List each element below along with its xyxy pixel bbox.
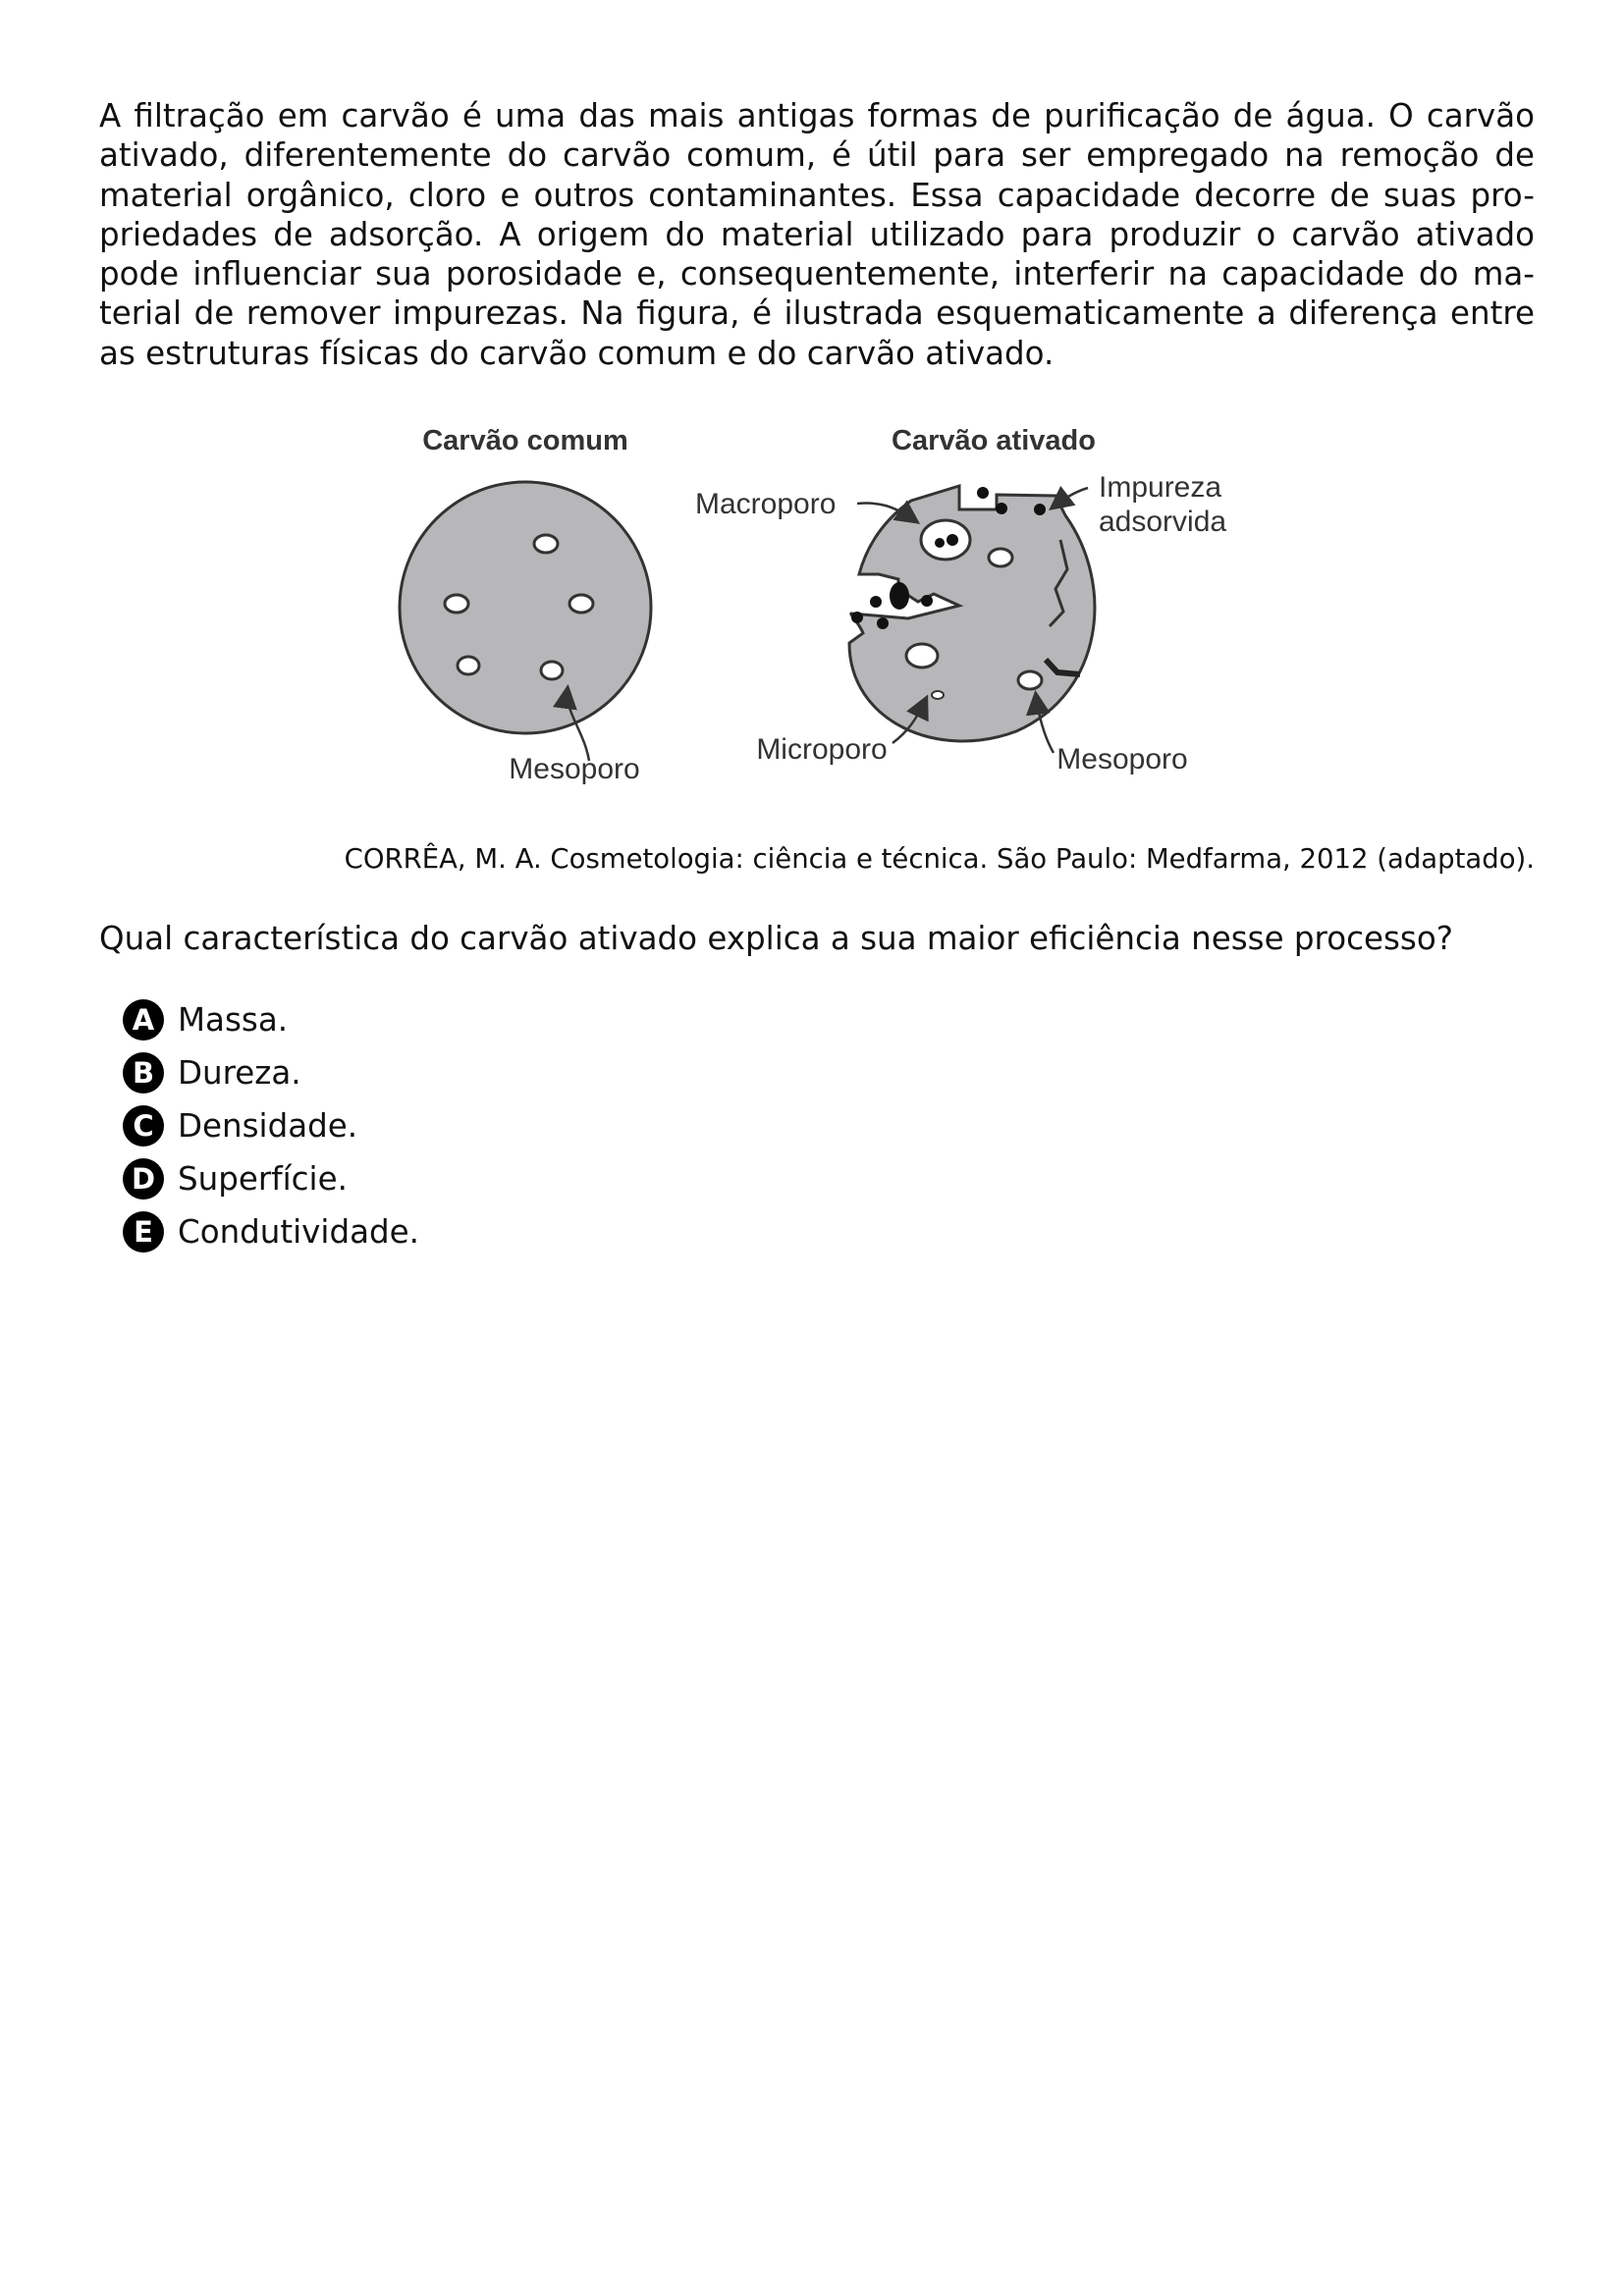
option-text: Massa. bbox=[178, 1001, 289, 1039]
option-a[interactable] bbox=[123, 993, 419, 1046]
right-mesoporo-label: Mesoporo bbox=[1056, 743, 1188, 775]
mesopore bbox=[989, 549, 1012, 566]
intro-line: as estruturas físicas do carvão comum e do carvão ativado. bbox=[99, 334, 1055, 372]
impurity-dot bbox=[935, 538, 945, 548]
option-text: Superfície. bbox=[178, 1160, 348, 1198]
macroporo-label: Macroporo bbox=[695, 488, 837, 520]
option-e[interactable] bbox=[123, 1205, 419, 1258]
option-letter-badge: A bbox=[123, 999, 164, 1041]
impureza-label-line2: adsorvida bbox=[1099, 506, 1227, 538]
intro-line: ativado, diferentemente do carvão comum, é útil para ser empregado na remoção de bbox=[99, 136, 1535, 175]
option-letter-badge: D bbox=[123, 1158, 164, 1200]
impurity-dot bbox=[851, 612, 863, 623]
left-title: Carvão comum bbox=[422, 425, 628, 456]
impurity-dot bbox=[921, 595, 933, 607]
question-prompt: Qual característica do carvão ativado explica a sua maior eficiência nesse processo? bbox=[99, 920, 1453, 957]
intro-line: A filtração em carvão é uma das mais antigas formas de purificação de água. O carvão bbox=[99, 97, 1535, 134]
impurity-dot bbox=[890, 582, 909, 610]
mesopore bbox=[458, 657, 479, 674]
macropore bbox=[921, 520, 970, 560]
option-d[interactable] bbox=[123, 1152, 419, 1205]
impurity-dot bbox=[870, 596, 882, 608]
source-caption: CORRÊA, M. A. Cosmetologia: ciência e técnica. São Paulo: Medfarma, 2012 (adaptado). bbox=[344, 843, 1535, 875]
mesopore bbox=[534, 535, 558, 553]
mesopore bbox=[906, 644, 938, 667]
intro-line: terial de remover impurezas. Na figura, é ilustrada esquematicamente a diferença entre bbox=[99, 294, 1535, 333]
option-letter-badge: C bbox=[123, 1105, 164, 1147]
question-text-block bbox=[99, 96, 1535, 373]
option-text: Dureza. bbox=[178, 1054, 301, 1092]
right-title: Carvão ativado bbox=[892, 425, 1096, 456]
option-c[interactable] bbox=[123, 1099, 419, 1152]
impurity-dot bbox=[996, 503, 1007, 514]
answer-options bbox=[123, 993, 419, 1258]
common-charcoal-disc bbox=[400, 482, 651, 733]
microporo-label: Microporo bbox=[756, 733, 888, 766]
mesopore bbox=[445, 595, 468, 613]
option-letter-badge: E bbox=[123, 1211, 164, 1253]
impureza-label-line1: Impureza bbox=[1099, 471, 1222, 504]
intro-line: priedades de adsorção. A origem do material utilizado para produzir o carvão ativado bbox=[99, 215, 1535, 253]
impurity-dot bbox=[947, 534, 958, 546]
left-mesoporo-label: Mesoporo bbox=[509, 753, 640, 785]
mesopore bbox=[541, 662, 563, 679]
impurity-dot bbox=[877, 617, 889, 629]
impurity-dot bbox=[1034, 504, 1046, 515]
option-text: Condutividade. bbox=[178, 1213, 419, 1251]
impurity-dot bbox=[977, 487, 989, 499]
intro-paragraph bbox=[99, 96, 1535, 373]
micropore bbox=[932, 691, 944, 699]
intro-line: pode influenciar sua porosidade e, consequentemente, interferir na capacidade do ma- bbox=[99, 255, 1535, 294]
intro-line: material orgânico, cloro e outros contaminantes. Essa capacidade decorre de suas pro- bbox=[99, 176, 1535, 214]
charcoal-figure bbox=[388, 417, 1252, 790]
activated-charcoal-disc bbox=[849, 486, 1095, 741]
option-b[interactable] bbox=[123, 1046, 419, 1099]
mesopore bbox=[1018, 671, 1042, 689]
option-letter-badge: B bbox=[123, 1052, 164, 1094]
charcoal-diagram bbox=[388, 417, 1252, 790]
option-text: Densidade. bbox=[178, 1107, 358, 1145]
mesopore bbox=[569, 595, 593, 613]
